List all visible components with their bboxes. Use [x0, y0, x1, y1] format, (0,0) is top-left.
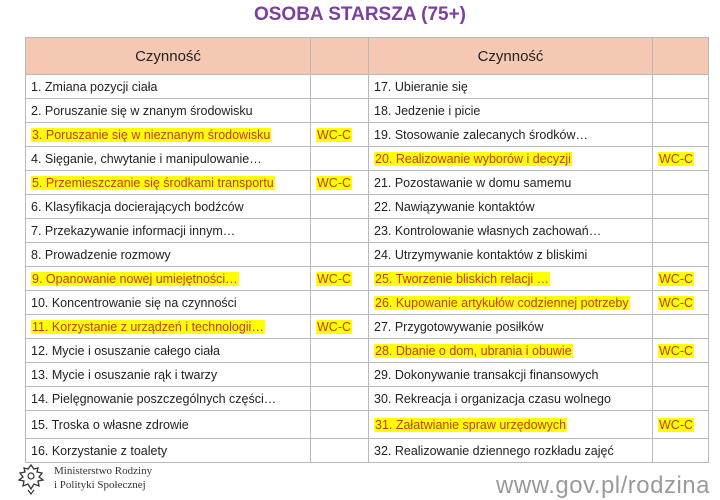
activity-label: 5. Przemieszczanie się środkami transportu	[32, 175, 274, 190]
table-row	[26, 171, 709, 195]
activity-cell-right	[369, 147, 653, 171]
activity-label: 14. Pielęgnowanie poszczególnych części…	[31, 391, 277, 406]
code-badge: WC-C	[659, 151, 694, 166]
column-header-code-left	[311, 38, 369, 75]
activity-label: 9. Opanowanie nowej umiejętności…	[32, 271, 238, 286]
activity-label: 3. Poruszanie się w nieznanym środowisku	[32, 127, 271, 142]
table-row	[26, 147, 709, 171]
activity-label: 21. Pozostawanie w domu samemu	[374, 175, 572, 190]
footer	[0, 458, 720, 500]
activity-label: 25. Tworzenie bliskich relacji …	[375, 271, 550, 286]
footer-url: www.gov.pl/rodzina	[496, 472, 710, 499]
activity-cell-right	[369, 267, 653, 291]
code-cell-right	[653, 315, 709, 339]
table-row	[26, 339, 709, 363]
activity-label: 31. Załatwianie spraw urzędowych	[375, 417, 567, 432]
column-header-activity-left: Czynność	[26, 38, 311, 75]
activity-cell-left	[26, 195, 311, 219]
activity-cell-left	[26, 147, 311, 171]
column-header-code-right	[653, 38, 709, 75]
table-row	[26, 315, 709, 339]
activity-label: 27. Przygotowywanie posiłków	[374, 319, 544, 334]
activity-cell-right	[369, 219, 653, 243]
code-cell-right	[653, 195, 709, 219]
activity-label: 10. Koncentrowanie się na czynności	[31, 295, 237, 310]
ministry-line-2: i Polityki Społecznej	[54, 479, 146, 491]
activity-label: 1. Zmiana pozycji ciała	[31, 79, 158, 94]
activity-label: 13. Mycie i osuszanie rąk i twarzy	[31, 367, 218, 382]
activity-label: 15. Troska o własne zdrowie	[31, 417, 189, 432]
code-cell-left	[311, 123, 369, 147]
code-cell-left	[311, 195, 369, 219]
activity-label: 6. Klasyfikacja docierających bodźców	[31, 199, 244, 214]
activity-label: 2. Poruszanie się w znanym środowisku	[31, 103, 253, 118]
activity-cell-right	[369, 315, 653, 339]
column-header-activity-right: Czynność	[369, 38, 653, 75]
activity-label: 22. Nawiązywanie kontaktów	[374, 199, 535, 214]
activity-cell-right	[369, 99, 653, 123]
code-cell-left	[311, 99, 369, 123]
activity-cell-left	[26, 363, 311, 387]
activity-cell-left	[26, 243, 311, 267]
activity-label: 8. Prowadzenie rozmowy	[31, 247, 171, 262]
table-row	[26, 411, 709, 439]
code-cell-right	[653, 147, 709, 171]
activity-label: 12. Mycie i osuszanie całego ciała	[31, 343, 220, 358]
activity-label: 20. Realizowanie wyborów i decyzji	[375, 151, 571, 166]
code-cell-left	[311, 171, 369, 195]
activity-cell-right	[369, 291, 653, 315]
code-cell-right	[653, 123, 709, 147]
code-badge: WC-C	[659, 417, 694, 432]
code-badge: WC-C	[317, 127, 352, 142]
activity-label: 30. Rekreacja i organizacja czasu wolnego	[374, 391, 611, 406]
activity-cell-left	[26, 291, 311, 315]
ministry-logo-text	[54, 464, 152, 492]
activity-label: 28. Dbanie o dom, ubrania i obuwie	[375, 343, 572, 358]
code-cell-left	[311, 387, 369, 411]
table-row	[26, 291, 709, 315]
activity-cell-right	[369, 195, 653, 219]
table-row	[26, 363, 709, 387]
activity-label: 29. Dokonywanie transakcji finansowych	[374, 367, 599, 382]
code-cell-right	[653, 363, 709, 387]
table-row	[26, 123, 709, 147]
activity-cell-right	[369, 339, 653, 363]
activity-cell-left	[26, 339, 311, 363]
code-cell-right	[653, 171, 709, 195]
code-cell-left	[311, 339, 369, 363]
code-cell-right	[653, 267, 709, 291]
code-cell-left	[311, 315, 369, 339]
activity-label: 18. Jedzenie i picie	[374, 103, 481, 118]
code-cell-left	[311, 411, 369, 439]
code-cell-right	[653, 387, 709, 411]
activity-cell-left	[26, 411, 311, 439]
code-badge: WC-C	[317, 271, 352, 286]
activity-cell-left	[26, 315, 311, 339]
activity-cell-left	[26, 75, 311, 99]
polish-eagle-emblem-icon	[14, 462, 48, 496]
activity-label: 11. Korzystanie z urządzeń i technologii…	[32, 319, 264, 334]
ministry-line-1: Ministerstwo Rodziny	[54, 465, 153, 477]
code-cell-left	[311, 291, 369, 315]
activity-label: 26. Kupowanie artykułów codziennej potrzeby	[375, 295, 629, 310]
code-badge: WC-C	[659, 295, 694, 310]
table-row	[26, 195, 709, 219]
code-cell-left	[311, 363, 369, 387]
activity-cell-left	[26, 99, 311, 123]
activity-label: 24. Utrzymywanie kontaktów z bliskimi	[374, 247, 588, 262]
activity-cell-left	[26, 171, 311, 195]
code-cell-left	[311, 75, 369, 99]
activity-label: 16. Korzystanie z toalety	[31, 443, 168, 458]
activity-cell-left	[26, 267, 311, 291]
page-title: OSOBA STARSZA (75+)	[253, 4, 466, 25]
code-cell-left	[311, 219, 369, 243]
table-row	[26, 99, 709, 123]
table-header-row	[26, 38, 709, 75]
activity-label: 7. Przekazywanie informacji innym…	[31, 223, 236, 238]
activity-cell-left	[26, 219, 311, 243]
table-row	[26, 75, 709, 99]
activity-cell-right	[369, 411, 653, 439]
activity-cell-right	[369, 75, 653, 99]
activity-cell-right	[369, 387, 653, 411]
activity-label: 19. Stosowanie zalecanych środków…	[374, 127, 589, 142]
table-row	[26, 267, 709, 291]
activities-table	[25, 37, 709, 463]
activity-cell-left	[26, 123, 311, 147]
activity-cell-right	[369, 363, 653, 387]
table-row	[26, 387, 709, 411]
code-cell-right	[653, 75, 709, 99]
code-badge: WC-C	[659, 343, 694, 358]
code-cell-left	[311, 147, 369, 171]
code-cell-right	[653, 99, 709, 123]
code-badge: WC-C	[317, 319, 352, 334]
activity-cell-right	[369, 123, 653, 147]
activity-label: 4. Sięganie, chwytanie i manipulowanie…	[31, 151, 262, 166]
code-cell-right	[653, 291, 709, 315]
code-cell-left	[311, 243, 369, 267]
activity-label: 23. Kontrolowanie własnych zachowań…	[374, 223, 602, 238]
code-cell-right	[653, 219, 709, 243]
code-cell-right	[653, 243, 709, 267]
activity-cell-right	[369, 171, 653, 195]
activity-label: 32. Realizowanie dziennego rozkładu zajęć	[374, 443, 614, 458]
code-cell-right	[653, 411, 709, 439]
code-cell-right	[653, 339, 709, 363]
table-body	[26, 75, 709, 463]
table-row	[26, 219, 709, 243]
code-badge: WC-C	[317, 175, 352, 190]
activity-label: 17. Ubieranie się	[374, 79, 468, 94]
table-row	[26, 243, 709, 267]
code-cell-left	[311, 267, 369, 291]
code-badge: WC-C	[659, 271, 694, 286]
activity-cell-right	[369, 243, 653, 267]
activity-cell-left	[26, 387, 311, 411]
